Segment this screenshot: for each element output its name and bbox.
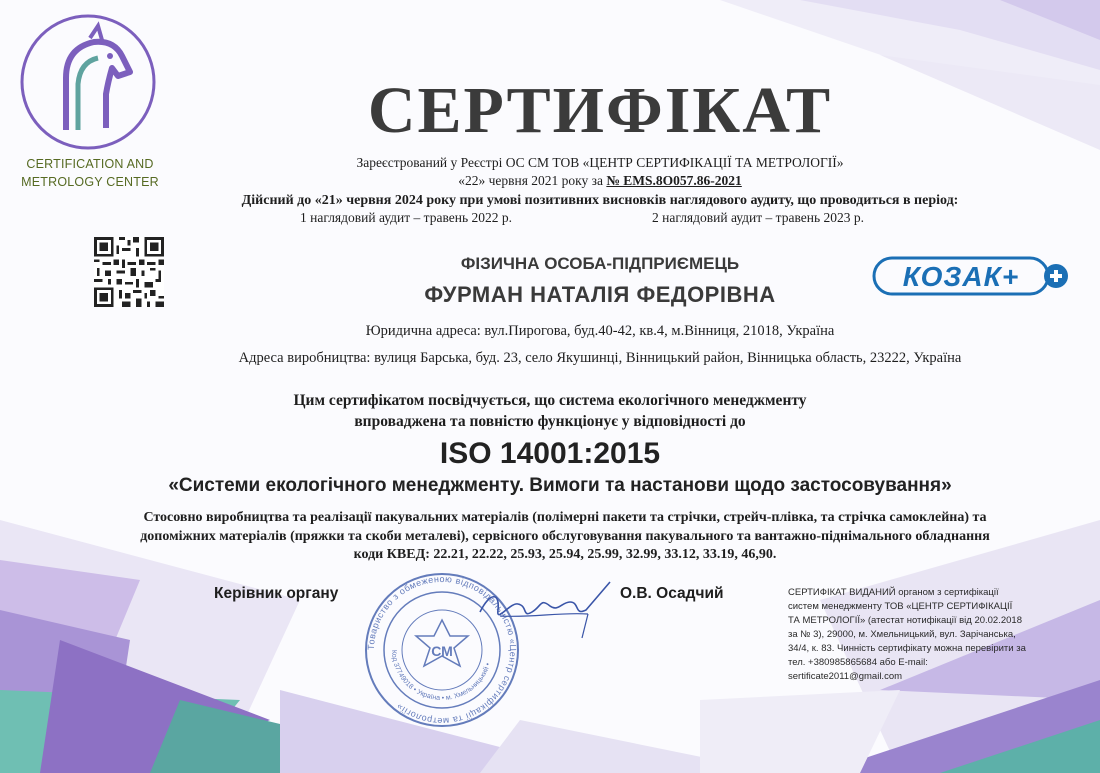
first-audit: 1 наглядовий аудит – травень 2022 р. xyxy=(300,210,513,225)
kozak-brand-logo xyxy=(872,252,1072,300)
organization-name-line: CERTIFICATION AND xyxy=(26,157,154,171)
qr-code xyxy=(94,237,164,307)
holder-name: ФУРМАН НАТАЛІЯ ФЕДОРІВНА xyxy=(424,282,776,307)
second-audit: 2 наглядовий аудит – травень 2023 р. xyxy=(652,210,865,225)
scope-line: Стосовно виробництва та реалізації пакувальних матеріалів (полімерні пакети та стрічки, стрейч-плівка, та стрічка самоклейна) та xyxy=(143,510,987,525)
registration-info xyxy=(250,154,950,190)
legal-address: Юридична адреса: вул.Пирогова, буд.40-42, кв.4, м.Вінниця, 21018, Україна xyxy=(365,323,835,339)
holder-type: ФІЗИЧНА ОСОБА-ПІДПРИЄМЕЦЬ xyxy=(460,254,740,273)
registration-line: Зареєстрований у Реєстрі ОС СМ ТОВ «ЦЕНТР СЕРТИФІКАЦІЇ ТА МЕТРОЛОГІЇ» xyxy=(356,155,844,170)
validity-statement: Дійсний до «21» червня 2024 року при умові позитивних висновків наглядового аудиту, що проводиться в період: xyxy=(241,193,959,208)
issuer-note xyxy=(788,586,1058,684)
certification-statement: Цим сертифікатом посвідчується, що система екологічного менеджменту xyxy=(293,392,807,409)
issuer-email: sertificate2011@gmail.com xyxy=(788,671,903,682)
registration-date: «22» червня 2021 року за xyxy=(458,173,607,188)
scope-line: коди КВЕД: 22.21, 22.22, 25.93, 25.94, 25.99, 32.99, 33.12, 33.19, 46,90. xyxy=(353,547,777,562)
registration-number: № EMS.8O057.86-2021 xyxy=(606,173,742,188)
registration-date-line xyxy=(250,172,950,190)
signatory-name: О.В. Осадчий xyxy=(620,585,724,602)
brand-logo-text: КОЗАК+ xyxy=(902,261,1020,292)
issuer-line: систем менеджменту ТОВ «ЦЕНТР СЕРТИФІКАЦІЇ xyxy=(788,601,1013,612)
issuer-line: за № 3), 29000, м. Хмельницький, вул. Зарічанська, xyxy=(788,629,1016,640)
issuer-line: тел. +380985865684 або E-mail: xyxy=(788,657,928,668)
seal-center-text: СМ xyxy=(431,643,453,659)
organization-name xyxy=(10,155,170,191)
certificate-title: СЕРТИФІКАТ xyxy=(367,74,833,147)
seal-outer-text: Товариство з обмеженою відповідальністю «Центр сертифікації та метрології» xyxy=(365,573,519,727)
issuer-line: СЕРТИФІКАТ ВИДАНИЙ органом з сертифікації xyxy=(788,587,999,598)
issuer-line: ТА МЕТРОЛОГІЇ» (атестат нотифікації від 20.02.2018 xyxy=(788,615,1022,626)
standard-title: «Системи екологічного менеджменту. Вимоги та настанови щодо застосовування» xyxy=(168,475,952,496)
certification-statement: впроваджена та повністю функціонує у відповідності до xyxy=(354,413,746,430)
organization-name-line: METROLOGY CENTER xyxy=(21,175,159,189)
scope-line: допоміжних матеріалів (пряжки та скоби металеві), сервісного обслуговування пакувального та вантажно-піднімального обладнання xyxy=(140,528,990,544)
signature xyxy=(470,572,620,642)
organization-logo xyxy=(18,12,158,152)
signatory-label: Керівник органу xyxy=(214,585,339,602)
issuer-line: 34/4, к. 83. Чинність сертифікату можна перевірити за xyxy=(788,643,1026,654)
production-address: Адреса виробництва: вулиця Барська, буд. 23, село Якушинці, Вінницький район, Вінницька область, 23222, Україна xyxy=(238,350,962,366)
certification-scope xyxy=(70,509,1060,565)
standard-code: ISO 14001:2015 xyxy=(439,437,661,470)
seal-inner-text: Код 37749018 • Україна • м. Хмельницький • xyxy=(389,649,493,703)
